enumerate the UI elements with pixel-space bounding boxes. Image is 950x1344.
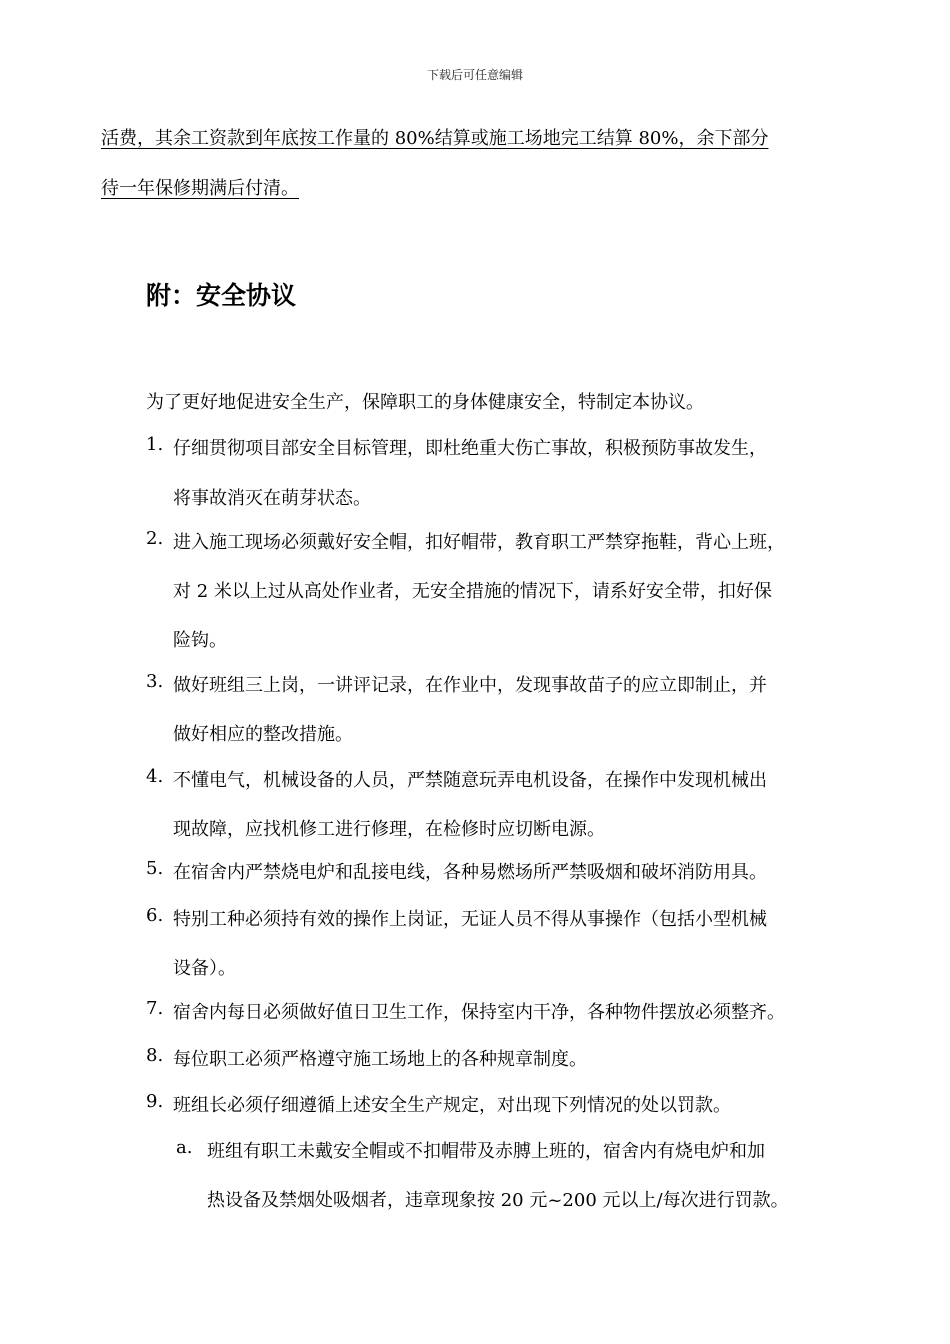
list-item-number: 3. (146, 671, 164, 692)
list-item-text: 设备）。 (173, 958, 236, 979)
list-item-text: 做好班组三上岗，一讲评记录，在作业中，发现事故苗子的应立即制止，并 (173, 675, 767, 696)
list-item-text: 不懂电气，机械设备的人员，严禁随意玩弄电机设备，在操作中发现机械出 (173, 770, 767, 791)
list-item-number: 6. (146, 905, 164, 926)
sub-list-item-text: 班组有职工未戴安全帽或不扣帽带及赤膊上班的，宿舍内有烧电炉和加 (207, 1141, 765, 1162)
list-item-text: 在宿舍内严禁烧电炉和乱接电线，各种易燃场所严禁吸烟和破坏消防用具。 (173, 862, 767, 883)
list-item-number: 9. (146, 1091, 164, 1112)
sub-list-item-text: 热设备及禁烟处吸烟者，违章现象按 20 元~200 元以上/每次进行罚款。 (207, 1190, 789, 1211)
list-item-text: 每位职工必须严格遵守施工场地上的各种规章制度。 (173, 1049, 587, 1070)
list-item-number: 7. (146, 998, 164, 1019)
list-item-number: 5. (146, 858, 164, 879)
intro-paragraph: 为了更好地促进安全生产，保障职工的身体健康安全，特制定本协议。 (146, 392, 704, 413)
list-item-number: 1. (146, 434, 164, 455)
continuation-line-2: 待一年保修期满后付清。 (101, 178, 299, 199)
section-title: 附：安全协议 (146, 281, 297, 310)
list-item-text: 进入施工现场必须戴好安全帽，扣好帽带，教育职工严禁穿拖鞋，背心上班， (173, 532, 785, 553)
sub-list-item-letter: a. (176, 1137, 193, 1158)
list-item-number: 2. (146, 528, 164, 549)
list-item-number: 4. (146, 766, 164, 787)
list-item-text: 特别工种必须持有效的操作上岗证，无证人员不得从事操作（包括小型机械 (173, 909, 767, 930)
continuation-line-1: 活费，其余工资款到年底按工作量的 80%结算或施工场地完工结算 80%，余下部分 (101, 128, 769, 149)
list-item-text: 班组长必须仔细遵循上述安全生产规定，对出现下列情况的处以罚款。 (173, 1095, 731, 1116)
list-item-text: 宿舍内每日必须做好值日卫生工作，保持室内干净，各种物件摆放必须整齐。 (173, 1002, 785, 1023)
list-item-text: 险钩。 (173, 630, 227, 651)
list-item-text: 仔细贯彻项目部安全目标管理，即杜绝重大伤亡事故，积极预防事故发生， (173, 438, 767, 459)
list-item-text: 对 2 米以上过从高处作业者，无安全措施的情况下，请系好安全带，扣好保 (173, 581, 772, 602)
list-item-number: 8. (146, 1045, 164, 1066)
list-item-text: 将事故消灭在萌芽状态。 (173, 488, 371, 509)
page-header: 下载后可任意编辑 (426, 68, 523, 82)
list-item-text: 现故障，应找机修工进行修理，在检修时应切断电源。 (173, 819, 605, 840)
list-item-text: 做好相应的整改措施。 (173, 724, 353, 745)
